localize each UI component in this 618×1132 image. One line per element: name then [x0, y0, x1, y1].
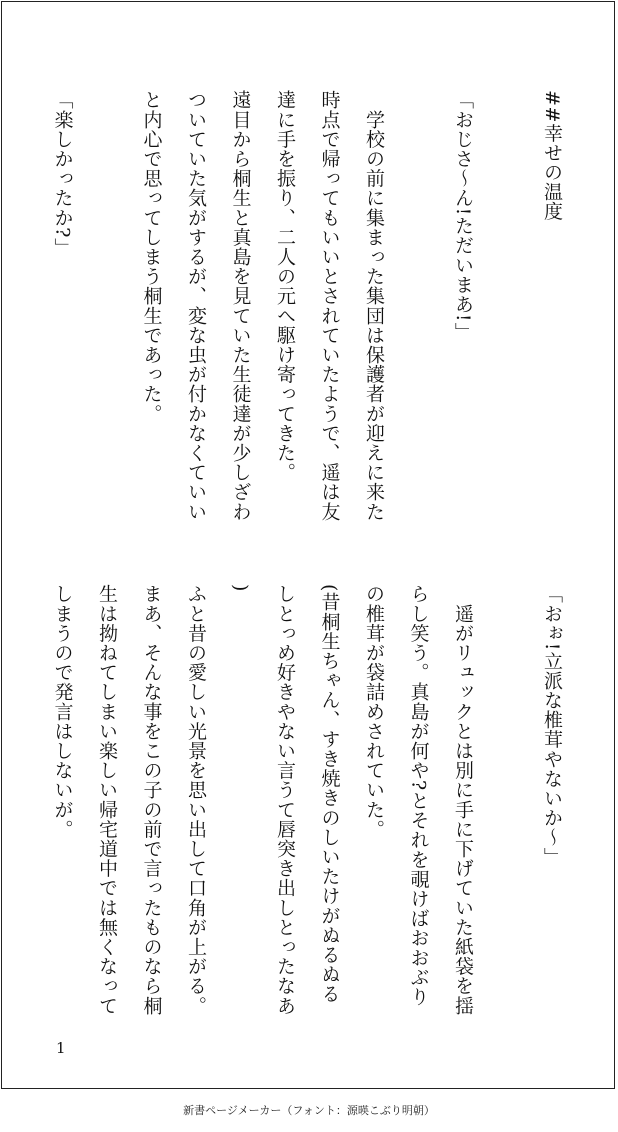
- novel-page: [1, 1, 615, 1089]
- text-line: 学校の前に集まった集団は保護者が迎えに来た: [363, 90, 385, 522]
- text-line: [485, 90, 530, 552]
- text-line: と内心で思ってしまう桐生であった。: [140, 90, 163, 424]
- text-line: [0, 90, 40, 552]
- text-line: [485, 584, 530, 1046]
- text-line: 「おじさ〜ん!ただいまあ!」: [452, 90, 474, 342]
- text-line: まあ、そんな事をこの子の前で言ったものなら桐: [140, 584, 163, 1016]
- text-line: 「おぉ!立派な椎茸やないか〜」: [541, 584, 563, 867]
- footer-caption: 新書ページメーカー（フォント：源暎こぶり明朝）: [183, 1104, 435, 1117]
- text-line: の椎茸が袋詰めされていた。: [363, 584, 385, 839]
- text-line: 遠目から桐生と真島を見ていた生徒達が少しざわ: [229, 90, 252, 522]
- text-line: らし笑う。真島が何や?とそれを覗けばおおぶり: [407, 584, 430, 1007]
- text-line: 達に手を振り、二人の元へ駆け寄ってきた。: [274, 90, 296, 482]
- text-line: [396, 90, 441, 552]
- text-line: 「楽しかったか?」: [51, 90, 74, 258]
- text-line: (昔桐生ちゃん、すき焼きのしいたけがぬるぬる: [318, 584, 341, 1004]
- text-line: しとっめ好きやない言うて唇突き出しとったなあ: [274, 584, 296, 1016]
- text-line: ): [229, 584, 252, 593]
- page-number: 1: [56, 1039, 66, 1057]
- text-line: しまうので発言はしないが。: [51, 584, 74, 839]
- text-line: 遥がリュックとは別に手に下げていた紙袋を揺: [452, 584, 474, 1016]
- text-line: [0, 584, 40, 1046]
- text-block-top: [51, 90, 574, 552]
- text-line: ##幸せの温度: [541, 90, 563, 222]
- text-line: [85, 90, 130, 552]
- text-line: 生は拗ねてしまい楽しい帰宅道中では無くなって: [96, 584, 118, 1016]
- text-block-bottom: [51, 584, 574, 1046]
- text-line: 時点で帰ってもいいとされていたようで、遥は友: [318, 90, 341, 522]
- text-line: ふと昔の愛しい光景を思い出して口角が上がる。: [185, 584, 207, 1016]
- text-line: ついていた気がするが、変な虫が付かなくていい: [185, 90, 207, 522]
